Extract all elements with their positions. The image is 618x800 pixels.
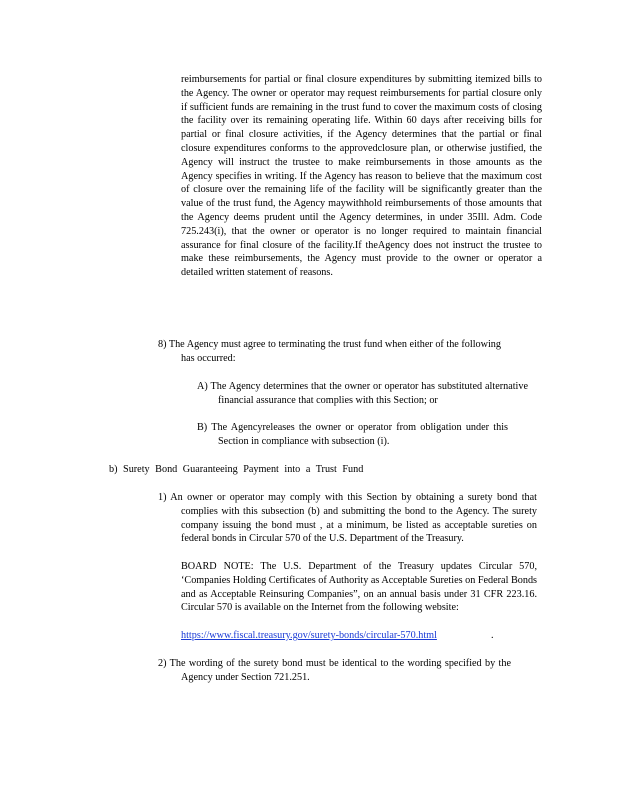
item-8: 8) The Agency must agree to terminating the trust fund when either of the following has occurred: (158, 339, 501, 364)
item-b1: 1) An owner or operator may comply with this Section by obtaining a surety bond that complies with this subsection (b) and submitting the bond to the Agency. The surety company issuing the bond must , at a minimum, be listed as acceptable sureties on federal bonds in Circular 570 of the U.S. Department of the Treasury. (158, 492, 537, 545)
section-b-heading: b) Surety Bond Guaranteeing Payment into a Trust Fund (109, 464, 364, 475)
item-b2: 2) The wording of the surety bond must be identical to the wording specified by the Agency under Section 721.251. (158, 658, 511, 683)
item-8-b: B) The Agencyreleases the owner or operator from obligation under this Section in compliance with subsection (i). (197, 422, 508, 447)
circular-570-link[interactable]: https://www.fiscal.treasury.gov/surety-bonds/circular-570.html (181, 630, 437, 641)
board-note: BOARD NOTE: The U.S. Department of the Treasury updates Circular 570, ‘Companies Holding Certificates of Authority as Acceptable Sureties on Federal Bonds and as Acceptable Reinsuring Companies”, on an annual basis under 31 CFR 223.16. Circular 570 is available on the Internet from the following website: (181, 561, 537, 614)
board-note-link-line (181, 629, 537, 643)
item-8-a: A) The Agency determines that the owner or operator has substituted alternative financial assurance that complies with this Section; or (197, 381, 528, 406)
board-note-trailing-period: . (490, 630, 494, 641)
continuation-paragraph: reimbursements for partial or final closure expenditures by submitting itemized bills to the Agency. The owner or operator may request reimbursements for partial closure only if sufficient funds are remaining in the trust fund to cover the maximum costs of closing the facility over its remaining operating life. Within 60 days after receiving bills for partial or final closure activities, if the Agency determines that the partial or final closure expenditures conforms to the approvedclosure plan, or otherwise justified, the Agency will instruct the trustee to make reimbursements in those amounts as the Agency specifies in writing. If the Agency has reason to believe that the maximum cost of closure over the remaining life of the facility will be significantly greater than the value of the trust fund, the Agency maywithhold reimbursements of those amounts that the Agency deems prudent until the Agency determines, in under 35Ill. Adm. Code 725.243(i), that the owner or operator is no longer required to maintain financial assurance for final closure of the facility.If theAgency does not instruct the trustee to make these reimbursements, the Agency must provide to the owner or operator a detailed written statement of reasons. (181, 74, 542, 279)
